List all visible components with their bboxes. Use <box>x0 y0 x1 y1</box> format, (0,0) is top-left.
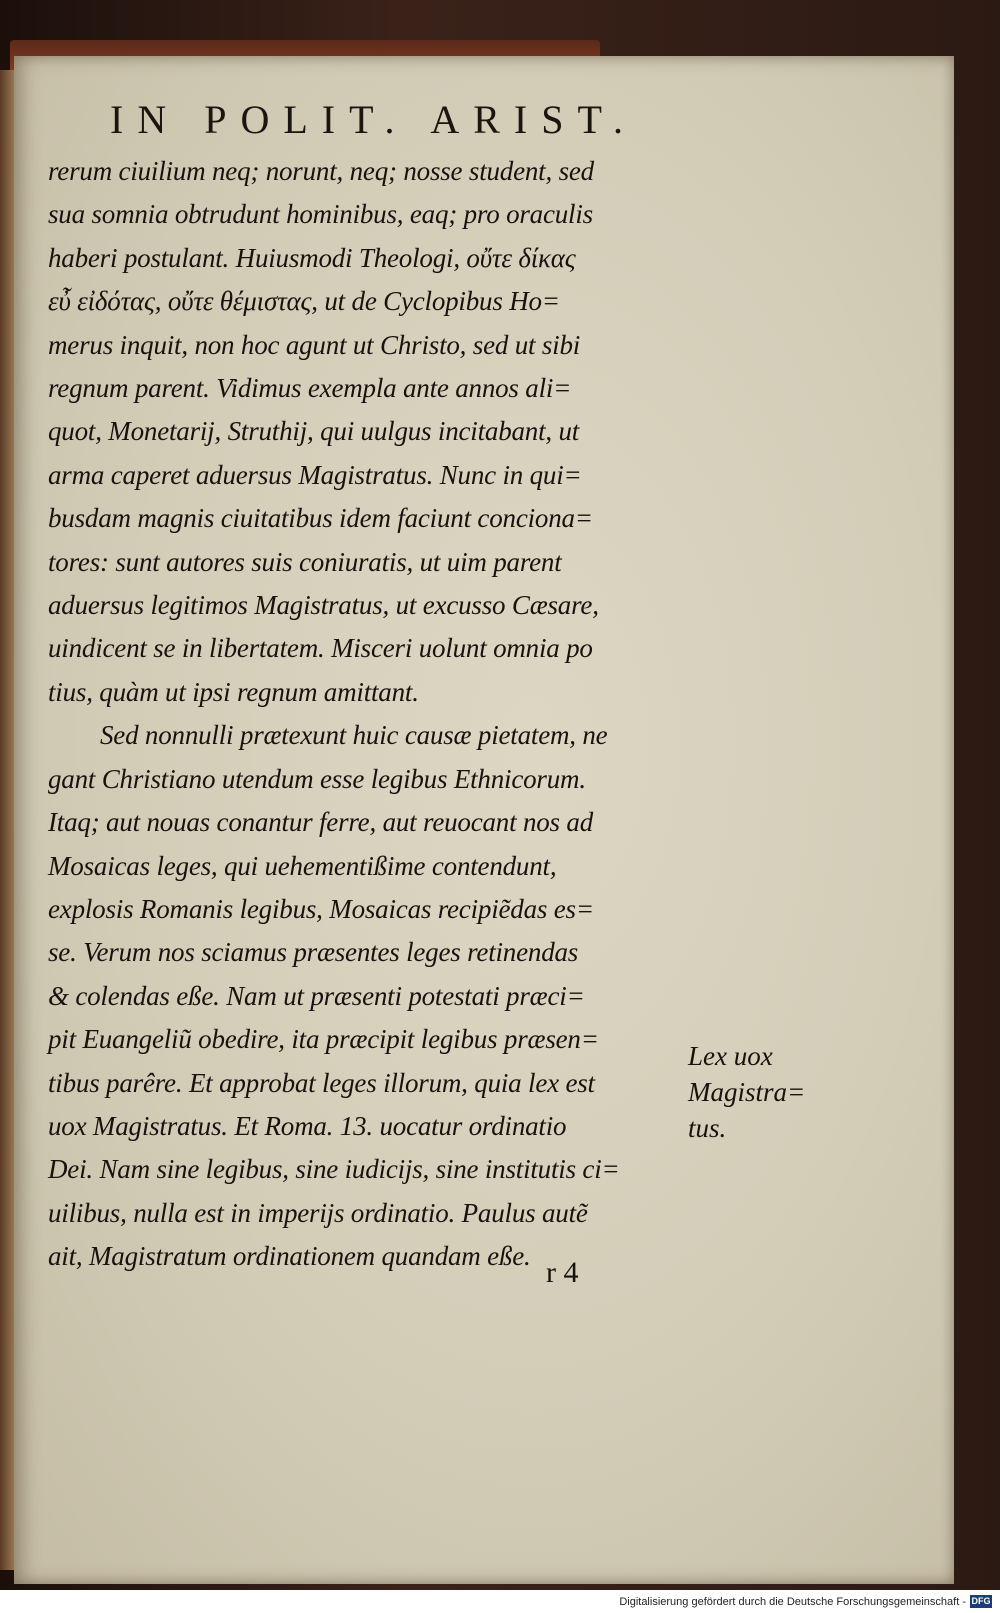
running-head: IN POLIT. ARIST. <box>110 97 637 142</box>
signature-mark: r 4 <box>546 1256 579 1289</box>
marginal-note <box>688 1038 828 1146</box>
marginal-note-line: Lex uox <box>688 1041 773 1071</box>
text-line: uilibus, nulla est in imperijs ordinatio. Paulus autẽ <box>48 1197 588 1228</box>
text-line: rerum ciuilium neq; norunt, neq; nosse student, sed <box>48 156 594 186</box>
text-line: tibus parêre. Et approbat leges illorum, quia lex est <box>48 1067 595 1098</box>
text-line: arma caperet aduersus Magistratus. Nunc in qui= <box>48 459 582 490</box>
marginal-note-line: tus. <box>688 1113 727 1143</box>
text-line: uindicent se in libertatem. Misceri uolunt omnia po <box>48 633 593 664</box>
body-text <box>48 150 688 1279</box>
text-line: busdam magnis ciuitatibus idem faciunt conciona= <box>48 503 593 534</box>
marginal-note-line: Magistra= <box>688 1077 806 1107</box>
footer-credit: Digitalisierung gefördert durch die Deutsche Forschungsgemeinschaft - <box>619 1596 966 1608</box>
text-line: haberi postulant. Huiusmodi Theologi, οὔτε δίκας <box>48 242 576 273</box>
text-line: se. Verum nos sciamus præsentes leges retinendas <box>48 937 579 968</box>
text-line: Dei. Nam sine legibus, sine iudicijs, sine institutis ci= <box>48 1154 620 1185</box>
text-line: Itaq; aut nouas conantur ferre, aut reuocant nos ad <box>48 807 594 838</box>
text-line: quot, Monetarij, Struthij, qui uulgus incitabant, ut <box>48 416 580 447</box>
text-line: gant Christiano utendum esse legibus Ethnicorum. <box>48 763 586 794</box>
text-line: pit Euangeliũ obedire, ita præcipit legibus præsen= <box>48 1024 599 1055</box>
text-line: tores: sunt autores suis coniuratis, ut uim parent <box>48 546 562 577</box>
text-line: aduersus legitimos Magistratus, ut excusso Cæsare, <box>48 590 599 621</box>
text-line: merus inquit, non hoc agunt ut Christo, sed ut sibi <box>48 329 581 360</box>
text-line: ait, Magistratum ordinationem quandam eße. <box>48 1241 531 1272</box>
paragraph-start-line: Sed nonnulli prætexunt huic causæ pietatem, ne <box>100 720 608 751</box>
text-line: regnum parent. Vidimus exempla ante annos ali= <box>48 373 572 404</box>
text-line: explosis Romanis legibus, Mosaicas recipiẽdas es= <box>48 893 594 924</box>
text-line: uox Magistratus. Et Roma. 13. uocatur ordinatio <box>48 1110 567 1141</box>
text-line: sua somnia obtrudunt hominibus, eaq; pro oraculis <box>48 199 593 230</box>
text-line: & colendas eße. Nam ut præsenti potestati præci= <box>48 980 585 1011</box>
text-line: tius, quàm ut ipsi regnum amittant. <box>48 676 419 707</box>
dfg-logo-icon: DFG <box>971 1596 991 1606</box>
text-line: εὖ εἰδότας, οὔτε θέμιστας, ut de Cyclopibus Ho= <box>48 286 560 317</box>
text-line: Mosaicas leges, qui uehementißime contendunt, <box>48 850 557 881</box>
